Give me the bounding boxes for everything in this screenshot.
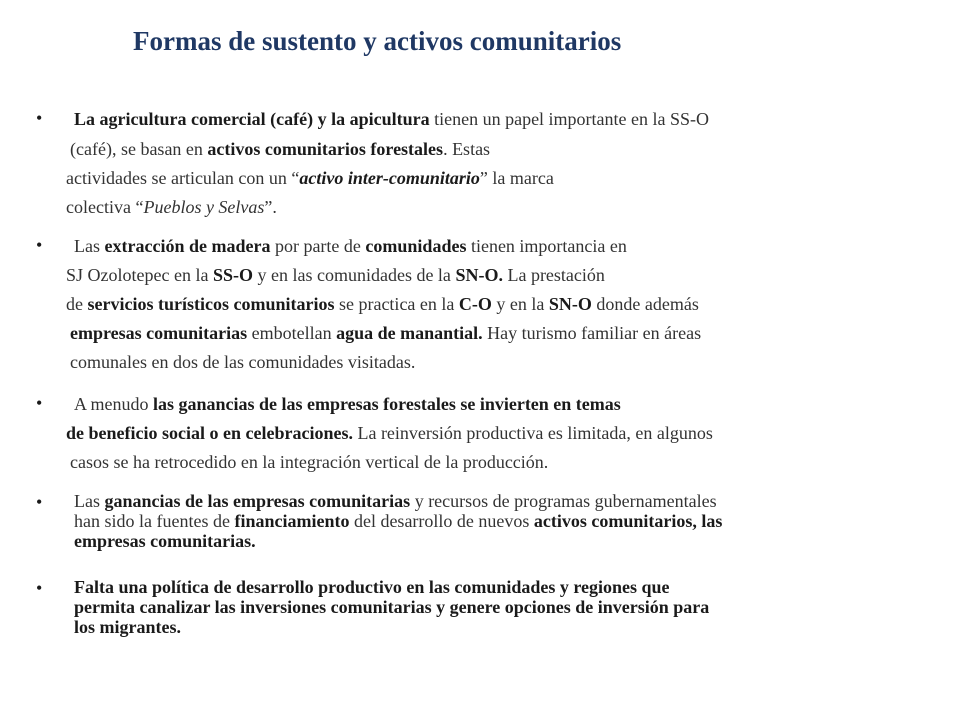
text-span: de beneficio social o en celebraciones. <box>66 423 353 443</box>
text-span: activos comunitarios, las <box>533 511 723 531</box>
text-span: se practica en la <box>334 294 459 314</box>
paragraph-2-line-5 <box>70 351 415 373</box>
text-span: Falta una política de desarrollo productivo en las comunidades y regiones que <box>74 577 670 597</box>
paragraph-2-line-2 <box>66 264 605 286</box>
text-span: ” la marca <box>479 168 554 188</box>
paragraph-1-line-4 <box>66 196 277 218</box>
text-span: A menudo <box>74 394 153 414</box>
text-span: actividades se articulan con un “ <box>66 168 300 188</box>
text-span: servicios turísticos comunitarios <box>87 294 335 314</box>
text-span: extracción de madera <box>104 236 271 256</box>
bullet-marker: • <box>36 578 43 598</box>
text-span: embotellan <box>247 323 337 343</box>
text-span: Pueblos y Selvas <box>143 197 265 217</box>
text-span: SN-O <box>548 294 592 314</box>
paragraph-1-line-3 <box>66 167 554 189</box>
text-span: (café), se basan en <box>70 139 208 159</box>
text-span: activos comunitarios forestales <box>207 139 444 159</box>
text-span: La agricultura comercial (café) y la apicultura <box>74 109 430 129</box>
text-span: C-O <box>458 294 492 314</box>
paragraph-1-line-2 <box>70 138 490 160</box>
text-span: Hay turismo familiar en áreas <box>482 323 702 343</box>
text-span: y en las comunidades de la <box>252 265 456 285</box>
text-span: del desarrollo de nuevos <box>349 511 534 531</box>
text-span: y recursos de programas gubernamentales <box>410 491 717 511</box>
bullet-marker: • <box>36 492 43 512</box>
text-span: donde además <box>591 294 699 314</box>
paragraph-1-line-1 <box>74 108 709 130</box>
text-span: los migrantes. <box>74 617 181 637</box>
paragraph-3-line-1 <box>74 393 621 415</box>
paragraph-5-line-1 <box>74 578 670 597</box>
text-span: empresas comunitarias <box>70 323 248 343</box>
bullet-marker: • <box>36 235 43 255</box>
slide-title: Formas de sustento y activos comunitarios <box>133 26 622 56</box>
text-span: casos se ha retrocedido en la integración vertical de la producción. <box>70 452 549 472</box>
text-span: comunales en dos de las comunidades visitadas. <box>70 352 416 372</box>
paragraph-4-line-1 <box>74 492 717 511</box>
bullet-marker: • <box>36 108 43 128</box>
text-span: SN-O. <box>455 265 503 285</box>
paragraph-4-line-2 <box>74 512 722 531</box>
text-span: comunidades <box>365 236 467 256</box>
text-span: La prestación <box>502 265 605 285</box>
paragraph-3-line-2 <box>66 422 713 444</box>
text-span: las ganancias de las empresas forestales se invierten en temas <box>153 394 621 414</box>
paragraph-2-line-3 <box>66 293 699 315</box>
paragraph-2-line-1 <box>74 235 627 257</box>
text-span: empresas comunitarias. <box>74 531 256 551</box>
paragraph-4-line-3 <box>74 532 256 551</box>
text-span: ”. <box>264 197 277 217</box>
text-span: y en la <box>491 294 549 314</box>
text-span: tienen importancia en <box>466 236 627 256</box>
paragraph-2-line-4 <box>70 322 701 344</box>
paragraph-5-line-3 <box>74 618 181 637</box>
text-span: Las <box>74 236 105 256</box>
text-span: tienen un papel importante en la SS-O <box>429 109 710 129</box>
text-span: agua de manantial. <box>336 323 483 343</box>
text-span: SJ Ozolotepec en la <box>66 265 213 285</box>
paragraph-3-line-3 <box>70 451 548 473</box>
text-span: financiamiento <box>234 511 350 531</box>
text-span: activo inter-comunitario <box>299 168 480 188</box>
text-span: Las <box>74 491 105 511</box>
text-span: de <box>66 294 88 314</box>
text-span: han sido la fuentes de <box>74 511 235 531</box>
bullet-marker: • <box>36 393 43 413</box>
text-span: colectiva “ <box>66 197 144 217</box>
paragraph-5-line-2 <box>74 598 709 617</box>
text-span: . Estas <box>443 139 491 159</box>
text-span: permita canalizar las inversiones comunitarias y genere opciones de inversión para <box>74 597 710 617</box>
text-span: ganancias de las empresas comunitarias <box>104 491 411 511</box>
text-span: por parte de <box>270 236 366 256</box>
text-span: La reinversión productiva es limitada, en algunos <box>352 423 713 443</box>
text-span: SS-O <box>212 265 253 285</box>
